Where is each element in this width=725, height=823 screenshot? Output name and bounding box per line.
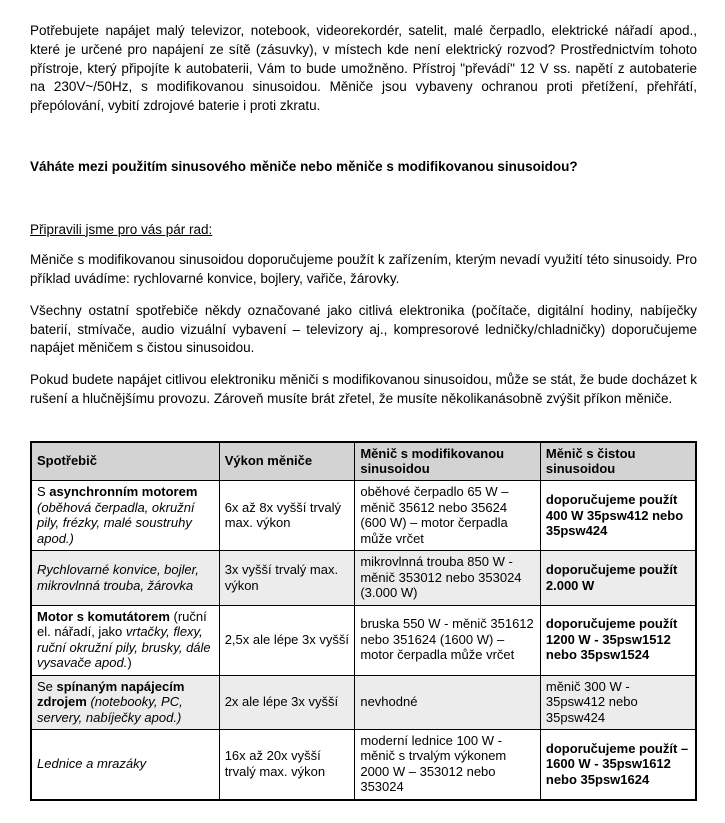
paragraph-modified-sine: Měniče s modifikovanou sinusoidou doporučujeme použít k zařízením, kterým nevadí využití této sinusoidy. Pro příklad uvádíme: rychlovarné konvice, bojlery, vařiče, žárovky.	[30, 252, 697, 286]
cell-modified-sine: oběhové čerpadlo 65 W – měnič 35612 nebo 35624 (600 W) – motor čerpadla může vrčet	[355, 481, 541, 551]
table-header-row	[31, 442, 696, 481]
cell-power: 16x až 20x vyšší trvalý max. výkon	[219, 730, 355, 800]
cell-power: 6x až 8x vyšší trvalý max. výkon	[219, 481, 355, 551]
cell-pure-sine: doporučujeme použít 1200 W - 35psw1512 nebo 35psw1524	[540, 605, 696, 675]
tips-heading: Připravili jsme pro vás pár rad:	[30, 221, 213, 237]
cell-device: Rychlovarné konvice, bojler, mikrovlnná trouba, žárovka	[31, 551, 219, 605]
cell-pure-sine: doporučujeme použít – 1600 W - 35psw1612 nebo 35psw1624	[540, 730, 696, 800]
col-header-vykon-menice: Výkon měniče	[219, 442, 355, 481]
cell-power: 2x ale lépe 3x vyšší	[219, 675, 355, 729]
cell-power: 3x vyšší trvalý max. výkon	[219, 551, 355, 605]
intro-paragraph: Potřebujete napájet malý televizor, notebook, videorekordér, satelit, malé čerpadlo, elektrické nářadí apod., které je určené pro napájení ze sítě (zásuvky), v místech kde není elektrický rozvod? Prostřednictvím tohoto přístroje, který připojíte k autobaterii, Vám to bude umožněno. Přístroj "převádí" 12 V ss. napětí z autobaterie na 230V~/50Hz, s modifikovanou sinusoidou. Měniče jsou vybaveny ochranou proti přetížení, přehřátí, přepólování, vybití zdrojové baterie i proti zkratu.	[30, 23, 697, 113]
cell-pure-sine: doporučujeme použít 400 W 35psw412 nebo 35psw424	[540, 481, 696, 551]
cell-modified-sine: nevhodné	[355, 675, 541, 729]
paragraph-warning: Pokud budete napájet citlivou elektroniku měniči s modifikovanou sinusoidou, může se stát, že bude docházet k rušení a hlučnějšímu provozu. Zároveň musíte brát zřetel, že musíte několikanásobně zvýšit příkon měniče.	[30, 372, 697, 406]
cell-device: Lednice a mrazáky	[31, 730, 219, 800]
inverter-comparison-table	[30, 441, 697, 801]
cell-pure-sine: měnič 300 W - 35psw412 nebo 35psw424	[540, 675, 696, 729]
cell-device: Se spínaným napájecím zdrojem (notebooky, PC, servery, nabíječky apod.)	[31, 675, 219, 729]
col-header-spotrebic: Spotřebič	[31, 442, 219, 481]
table-row	[31, 551, 696, 605]
col-header-menic-modifikovana: Měnič s modifikovanou sinusoidou	[355, 442, 541, 481]
cell-device: S asynchronním motorem (oběhová čerpadla, okružní pily, frézky, malé soustruhy apod.)	[31, 481, 219, 551]
question-heading: Váháte mezi použitím sinusového měniče nebo měniče s modifikovanou sinusoidou?	[30, 158, 578, 174]
cell-pure-sine: doporučujeme použít 2.000 W	[540, 551, 696, 605]
cell-modified-sine: bruska 550 W - měnič 351612 nebo 351624 (1600 W) – motor čerpadla může vrčet	[355, 605, 541, 675]
cell-modified-sine: mikrovlnná trouba 850 W - měnič 353012 nebo 353024 (3.000 W)	[355, 551, 541, 605]
table-row	[31, 730, 696, 800]
col-header-menic-cista: Měnič s čistou sinusoidou	[540, 442, 696, 481]
cell-power: 2,5x ale lépe 3x vyšší	[219, 605, 355, 675]
table-row	[31, 605, 696, 675]
table-row	[31, 675, 696, 729]
table-row	[31, 481, 696, 551]
cell-modified-sine: moderní lednice 100 W - měnič s trvalým výkonem 2000 W – 353012 nebo 353024	[355, 730, 541, 800]
cell-device: Motor s komutátorem (ruční el. nářadí, jako vrtačky, flexy, ruční okružní pily, brusky, dále vysavače apod.)	[31, 605, 219, 675]
paragraph-sensitive-electronics: Všechny ostatní spotřebiče někdy označované jako citlivá elektronika (počítače, digitální hodiny, nabíječky baterií, stmívače, audio vizuální vybavení – televizory aj., kompresorové ledničky/chladničky) doporučujeme napájet měničem s čistou sinusoidou.	[30, 302, 697, 356]
